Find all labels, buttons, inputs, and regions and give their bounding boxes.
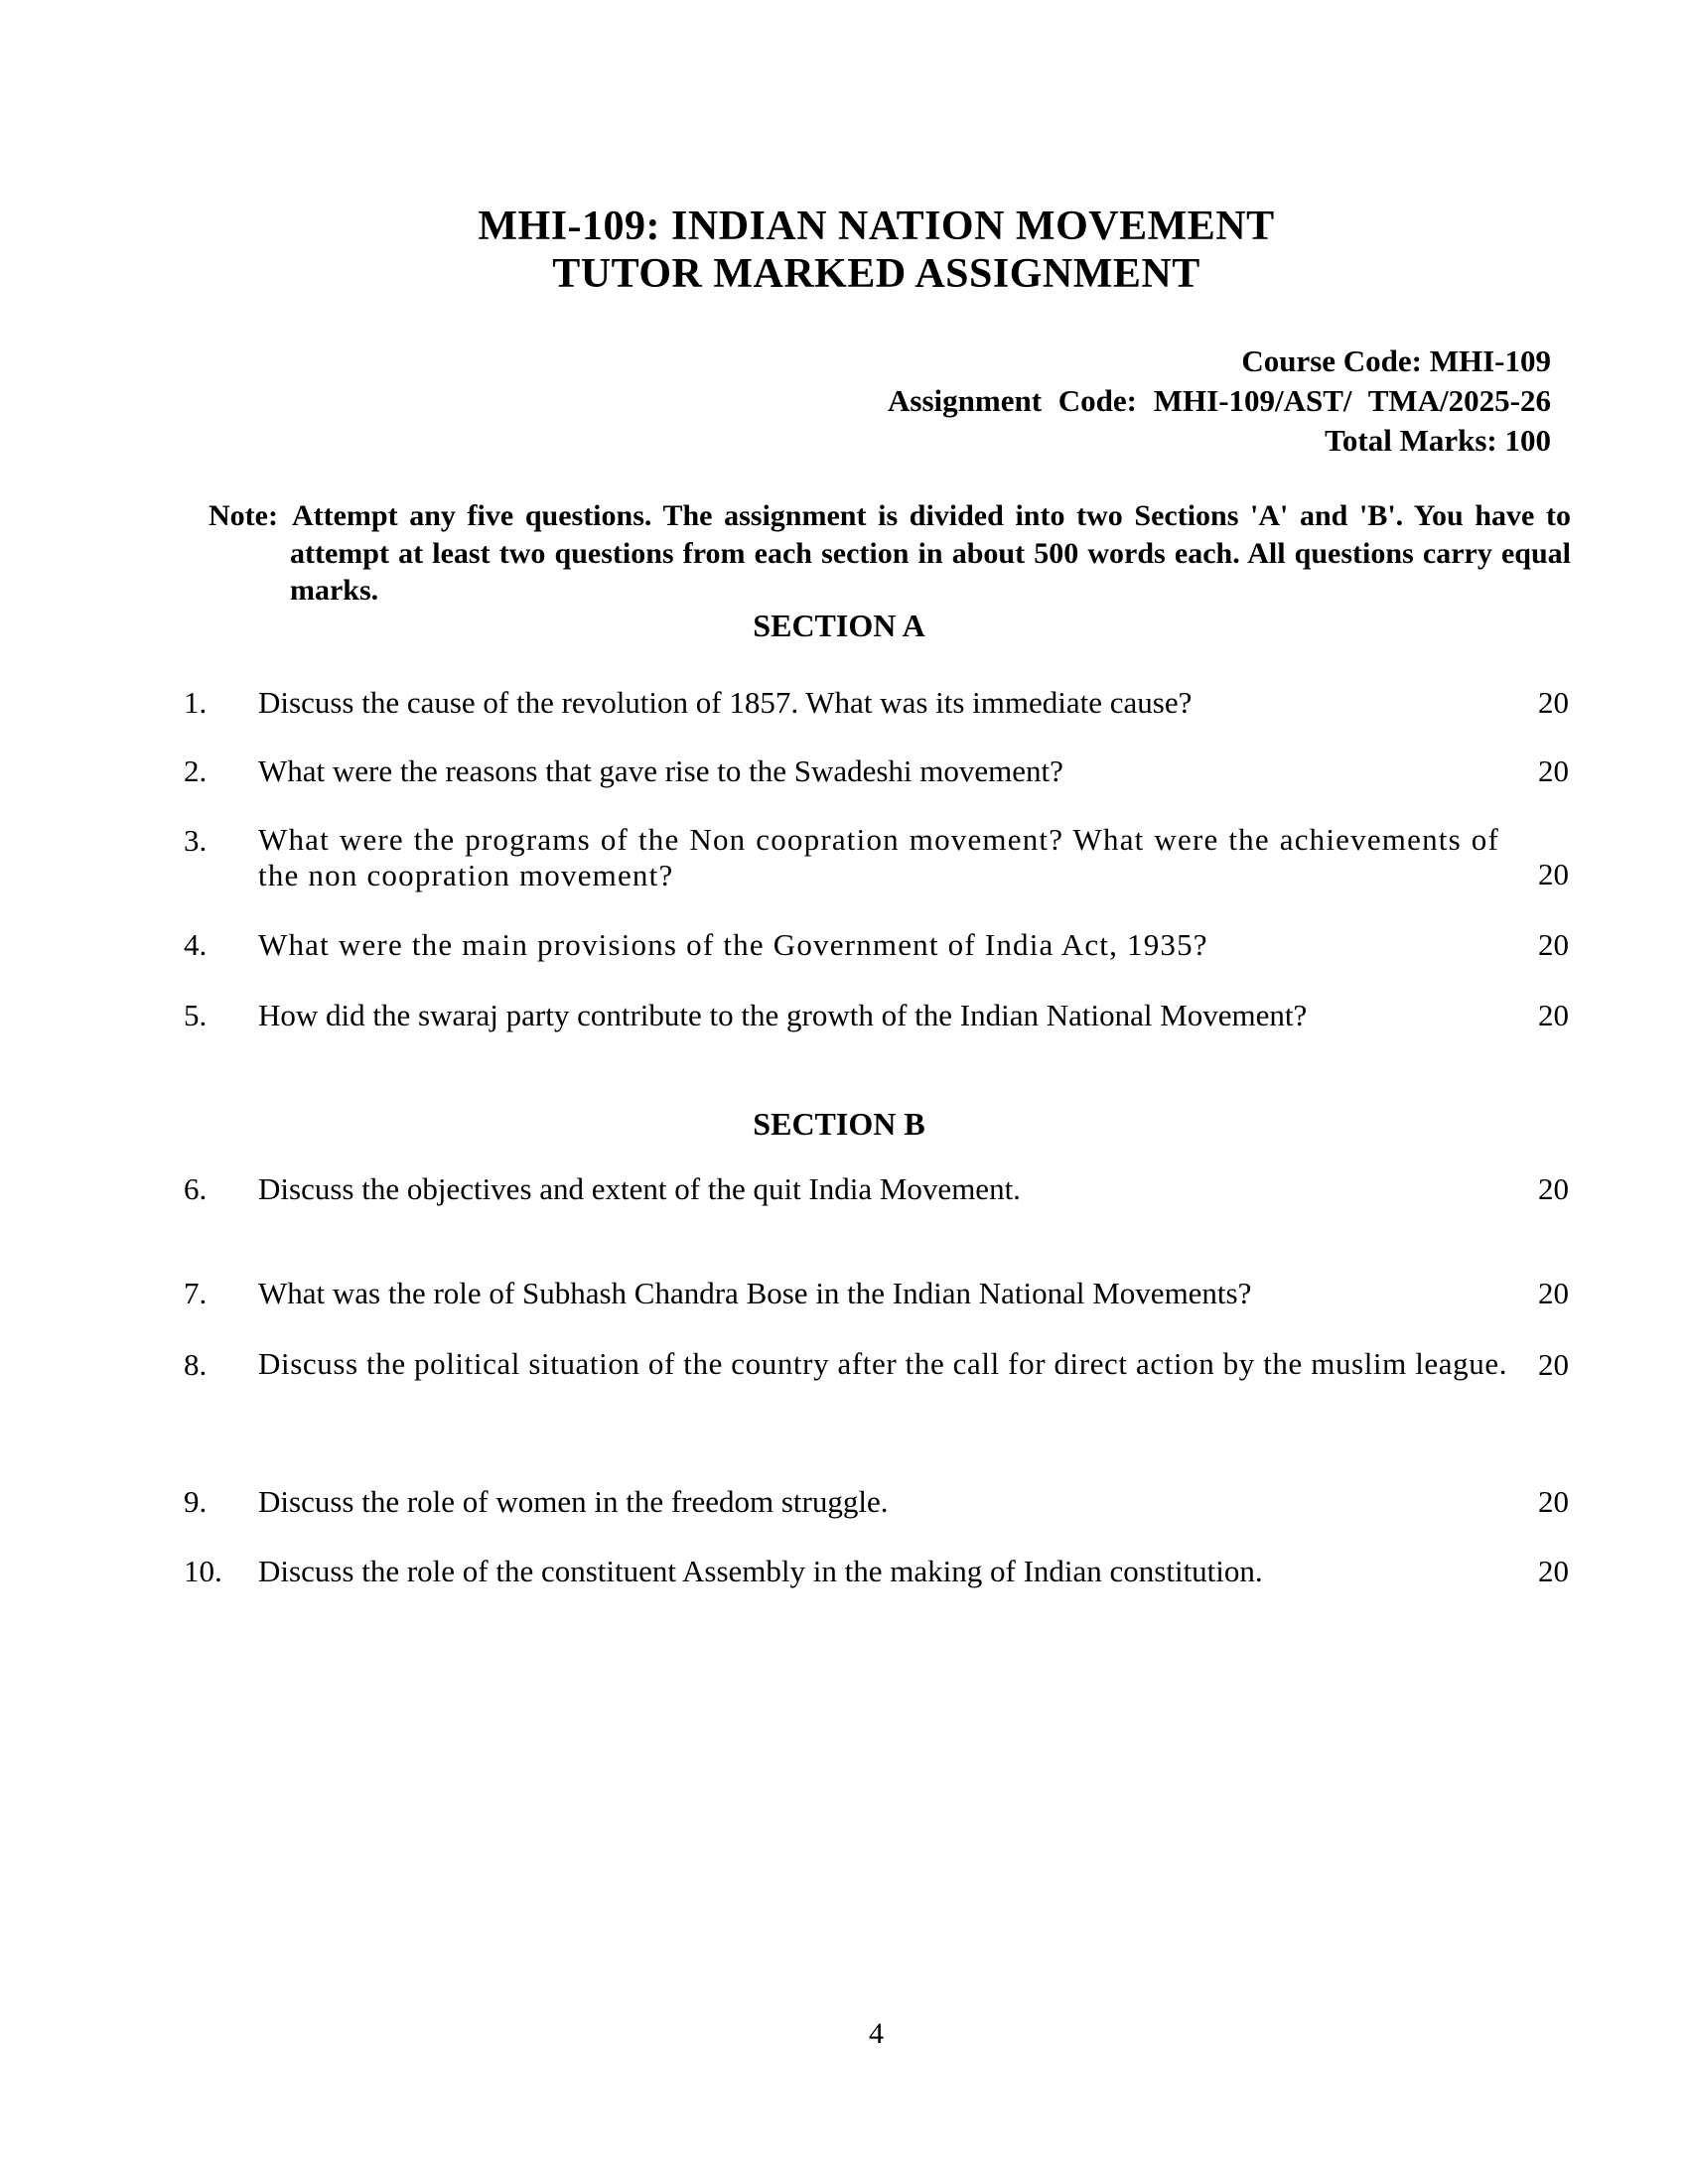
question-marks: 20 <box>1538 1276 1569 1310</box>
question-text: How did the swaraj party contribute to the growth of the Indian National Movement? <box>258 998 1308 1032</box>
question-row-4 <box>184 926 1569 964</box>
note-paragraph <box>209 497 1571 610</box>
question-row-10 <box>184 1553 1569 1590</box>
document-title <box>184 203 1569 298</box>
question-row-3 <box>184 822 1569 893</box>
question-marks: 20 <box>1538 1171 1569 1206</box>
section-b-heading: SECTION B <box>753 1106 925 1142</box>
question-number: 7. <box>184 1276 208 1310</box>
question-text: Discuss the role of women in the freedom struggle. <box>258 1484 889 1519</box>
question-row-9 <box>184 1483 1569 1521</box>
page-number: 4 <box>869 2017 884 2050</box>
question-text: Discuss the objectives and extent of the quit India Movement. <box>258 1171 1021 1206</box>
question-number: 2. <box>184 753 208 788</box>
question-number: 1. <box>184 685 208 720</box>
question-marks: 20 <box>1538 753 1569 788</box>
question-text: What were the reasons that gave rise to the Swadeshi movement? <box>258 753 1063 788</box>
question-text: Discuss the cause of the revolution of 1857. What was its immediate cause? <box>258 685 1193 720</box>
note-text: Attempt any five questions. The assignment is divided into two Sections 'A' and 'B'. You have to attempt at least two questions from each section in about 500 words each. All questions carry equal marks. <box>290 499 1571 607</box>
question-marks: 20 <box>1538 927 1569 962</box>
question-row-8 <box>184 1346 1569 1384</box>
question-number: 9. <box>184 1484 208 1519</box>
question-text: Discuss the political situation of the country after the call for direct action by the muslim league. <box>258 1346 1508 1381</box>
question-marks: 20 <box>1538 998 1569 1032</box>
meta-block <box>888 341 1551 461</box>
question-number: 8. <box>184 1347 208 1382</box>
question-text: What were the programs of the Non coopration movement? What were the achievements of the non coopration movement? <box>258 822 1499 892</box>
title-line-1: MHI-109: INDIAN NATION MOVEMENT <box>478 204 1275 249</box>
assignment-code-line: Assignment Code: MHI-109/AST/ TMA/2025-26 <box>888 383 1551 418</box>
question-marks: 20 <box>1538 1484 1569 1519</box>
question-text: Discuss the role of the constituent Assembly in the making of Indian constitution. <box>258 1554 1263 1588</box>
question-row-6 <box>184 1170 1569 1208</box>
question-row-7 <box>184 1275 1569 1312</box>
question-row-5 <box>184 997 1569 1034</box>
section-a-heading: SECTION A <box>753 608 925 643</box>
question-number: 4. <box>184 927 208 962</box>
course-code-line: Course Code: MHI-109 <box>1241 343 1551 378</box>
question-row-1 <box>184 684 1569 722</box>
question-marks: 20 <box>1538 685 1569 720</box>
question-text: What were the main provisions of the Government of India Act, 1935? <box>258 927 1208 962</box>
question-marks: 20 <box>1538 1347 1569 1382</box>
question-text: What was the role of Subhash Chandra Bose in the Indian National Movements? <box>258 1276 1252 1310</box>
question-marks: 20 <box>1538 1554 1569 1588</box>
question-number: 6. <box>184 1171 208 1206</box>
title-line-2: TUTOR MARKED ASSIGNMENT <box>552 251 1200 297</box>
question-number: 5. <box>184 998 208 1032</box>
question-number: 10. <box>184 1554 222 1588</box>
question-row-2 <box>184 752 1569 790</box>
total-marks-line: Total Marks: 100 <box>1325 423 1551 458</box>
note-label: Note: <box>209 499 278 532</box>
question-marks: 20 <box>1538 857 1569 891</box>
question-number: 3. <box>184 823 208 858</box>
